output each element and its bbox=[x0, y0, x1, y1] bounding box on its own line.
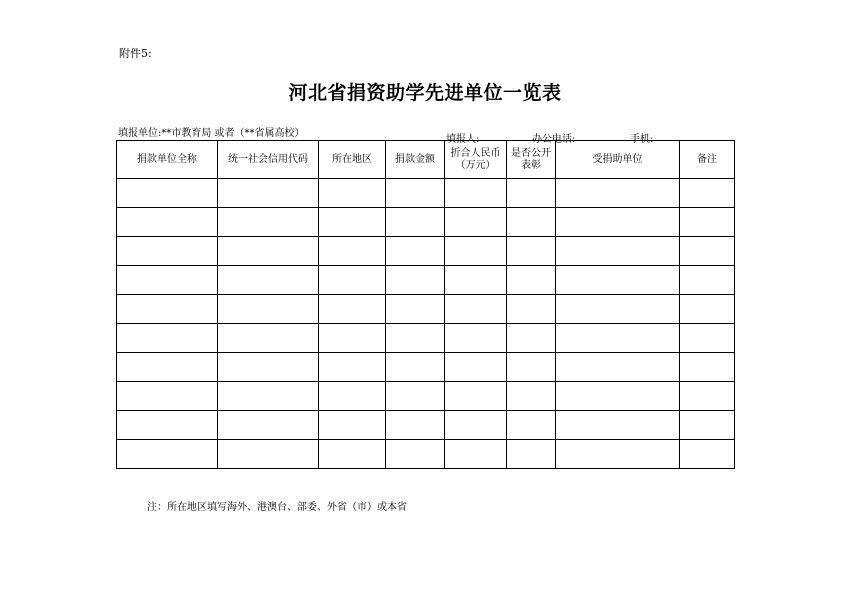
cell-recipient[interactable] bbox=[556, 295, 680, 324]
cell-rmb-equivalent[interactable] bbox=[445, 208, 507, 237]
cell-donor-name[interactable] bbox=[117, 208, 218, 237]
table-row bbox=[117, 208, 735, 237]
header-rmb-equivalent: 折合人民币（万元） bbox=[445, 141, 507, 179]
table-row bbox=[117, 266, 735, 295]
cell-donor-name[interactable] bbox=[117, 179, 218, 208]
table-body bbox=[117, 179, 735, 469]
cell-amount[interactable] bbox=[386, 295, 445, 324]
cell-amount[interactable] bbox=[386, 382, 445, 411]
cell-recipient[interactable] bbox=[556, 237, 680, 266]
cell-public-commendation[interactable] bbox=[507, 353, 556, 382]
cell-public-commendation[interactable] bbox=[507, 237, 556, 266]
header-donor-name: 捐款单位全称 bbox=[117, 141, 218, 179]
cell-public-commendation[interactable] bbox=[507, 440, 556, 469]
cell-rmb-equivalent[interactable] bbox=[445, 324, 507, 353]
table-row bbox=[117, 353, 735, 382]
cell-remarks[interactable] bbox=[680, 208, 735, 237]
cell-rmb-equivalent[interactable] bbox=[445, 266, 507, 295]
cell-amount[interactable] bbox=[386, 266, 445, 295]
header-public-commendation: 是否公开表彰 bbox=[507, 141, 556, 179]
cell-credit-code[interactable] bbox=[218, 353, 319, 382]
donor-table bbox=[116, 140, 735, 469]
cell-amount[interactable] bbox=[386, 440, 445, 469]
cell-credit-code[interactable] bbox=[218, 208, 319, 237]
cell-public-commendation[interactable] bbox=[507, 382, 556, 411]
cell-remarks[interactable] bbox=[680, 411, 735, 440]
cell-region[interactable] bbox=[319, 179, 386, 208]
cell-recipient[interactable] bbox=[556, 266, 680, 295]
office-phone-label: 办公电话: bbox=[532, 134, 576, 145]
table-row bbox=[117, 382, 735, 411]
table-row bbox=[117, 179, 735, 208]
table-row bbox=[117, 237, 735, 266]
cell-remarks[interactable] bbox=[680, 324, 735, 353]
attachment-label: 附件5: bbox=[119, 47, 152, 60]
mobile-label: 手机: bbox=[630, 134, 654, 145]
cell-donor-name[interactable] bbox=[117, 353, 218, 382]
cell-credit-code[interactable] bbox=[218, 237, 319, 266]
cell-credit-code[interactable] bbox=[218, 266, 319, 295]
cell-donor-name[interactable] bbox=[117, 295, 218, 324]
table-row bbox=[117, 440, 735, 469]
cell-remarks[interactable] bbox=[680, 440, 735, 469]
cell-remarks[interactable] bbox=[680, 295, 735, 324]
cell-public-commendation[interactable] bbox=[507, 324, 556, 353]
header-remarks: 备注 bbox=[680, 141, 735, 179]
cell-credit-code[interactable] bbox=[218, 295, 319, 324]
cell-recipient[interactable] bbox=[556, 353, 680, 382]
cell-region[interactable] bbox=[319, 237, 386, 266]
cell-region[interactable] bbox=[319, 208, 386, 237]
header-recipient: 受捐助单位 bbox=[556, 141, 680, 179]
cell-amount[interactable] bbox=[386, 208, 445, 237]
cell-amount[interactable] bbox=[386, 237, 445, 266]
cell-region[interactable] bbox=[319, 324, 386, 353]
cell-rmb-equivalent[interactable] bbox=[445, 179, 507, 208]
cell-rmb-equivalent[interactable] bbox=[445, 295, 507, 324]
cell-public-commendation[interactable] bbox=[507, 179, 556, 208]
table-row bbox=[117, 324, 735, 353]
cell-remarks[interactable] bbox=[680, 353, 735, 382]
cell-credit-code[interactable] bbox=[218, 440, 319, 469]
header-credit-code: 统一社会信用代码 bbox=[218, 141, 319, 179]
cell-donor-name[interactable] bbox=[117, 411, 218, 440]
cell-remarks[interactable] bbox=[680, 266, 735, 295]
cell-region[interactable] bbox=[319, 382, 386, 411]
cell-remarks[interactable] bbox=[680, 382, 735, 411]
cell-public-commendation[interactable] bbox=[507, 411, 556, 440]
cell-recipient[interactable] bbox=[556, 179, 680, 208]
cell-rmb-equivalent[interactable] bbox=[445, 382, 507, 411]
cell-recipient[interactable] bbox=[556, 440, 680, 469]
cell-remarks[interactable] bbox=[680, 179, 735, 208]
cell-credit-code[interactable] bbox=[218, 324, 319, 353]
page-title: 河北省捐资助学先进单位一览表 bbox=[288, 82, 562, 104]
cell-donor-name[interactable] bbox=[117, 266, 218, 295]
cell-rmb-equivalent[interactable] bbox=[445, 237, 507, 266]
cell-donor-name[interactable] bbox=[117, 440, 218, 469]
cell-rmb-equivalent[interactable] bbox=[445, 353, 507, 382]
cell-amount[interactable] bbox=[386, 411, 445, 440]
cell-rmb-equivalent[interactable] bbox=[445, 440, 507, 469]
cell-region[interactable] bbox=[319, 266, 386, 295]
cell-recipient[interactable] bbox=[556, 411, 680, 440]
cell-rmb-equivalent[interactable] bbox=[445, 411, 507, 440]
cell-region[interactable] bbox=[319, 295, 386, 324]
cell-recipient[interactable] bbox=[556, 382, 680, 411]
cell-donor-name[interactable] bbox=[117, 237, 218, 266]
cell-remarks[interactable] bbox=[680, 237, 735, 266]
header-amount: 捐款金额 bbox=[386, 141, 445, 179]
cell-credit-code[interactable] bbox=[218, 411, 319, 440]
filler-label: 填报人: bbox=[446, 134, 480, 145]
table-row bbox=[117, 411, 735, 440]
cell-region[interactable] bbox=[319, 353, 386, 382]
cell-recipient[interactable] bbox=[556, 208, 680, 237]
cell-credit-code[interactable] bbox=[218, 179, 319, 208]
cell-amount[interactable] bbox=[386, 353, 445, 382]
cell-public-commendation[interactable] bbox=[507, 295, 556, 324]
cell-region[interactable] bbox=[319, 411, 386, 440]
cell-recipient[interactable] bbox=[556, 324, 680, 353]
header-region: 所在地区 bbox=[319, 141, 386, 179]
cell-public-commendation[interactable] bbox=[507, 208, 556, 237]
cell-donor-name[interactable] bbox=[117, 382, 218, 411]
cell-credit-code[interactable] bbox=[218, 382, 319, 411]
cell-amount[interactable] bbox=[386, 179, 445, 208]
fill-unit-label: 填报单位:**市教育局 或者（**省属高校） bbox=[118, 128, 305, 139]
table-header-row bbox=[117, 141, 735, 179]
table-row bbox=[117, 295, 735, 324]
cell-public-commendation[interactable] bbox=[507, 266, 556, 295]
cell-amount[interactable] bbox=[386, 324, 445, 353]
cell-region[interactable] bbox=[319, 440, 386, 469]
cell-donor-name[interactable] bbox=[117, 324, 218, 353]
footnote: 注：所在地区填写海外、港澳台、部委、外省（市）或本省 bbox=[147, 502, 407, 513]
